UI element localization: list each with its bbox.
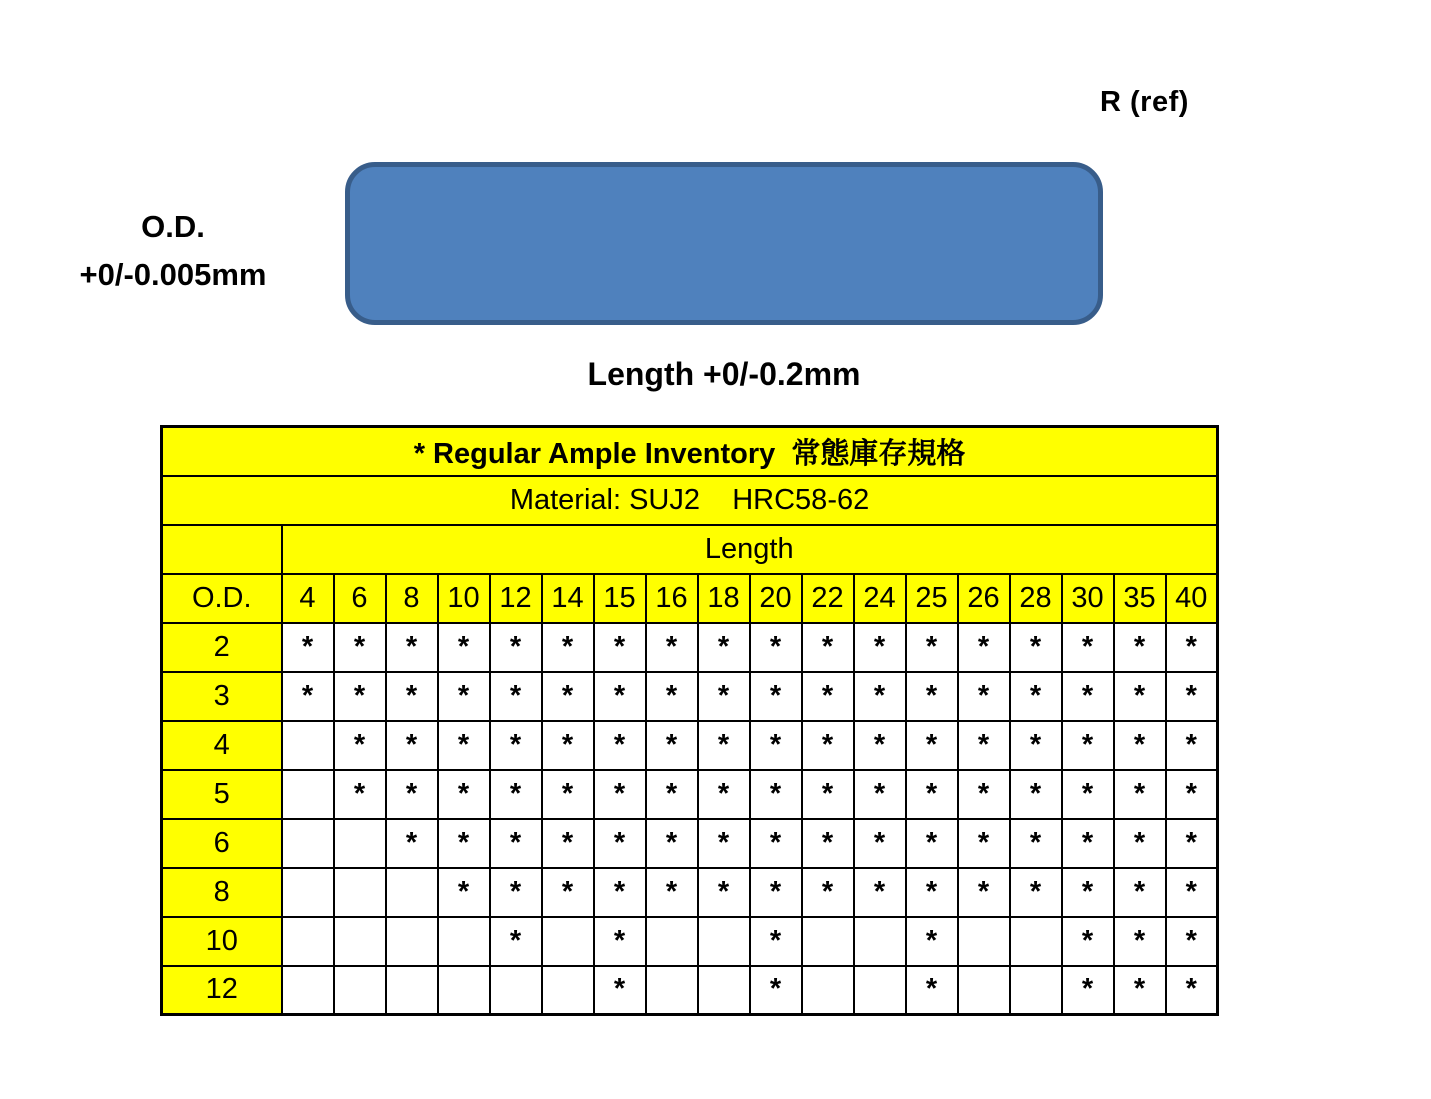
- stock-cell-od3-len15: *: [594, 672, 646, 721]
- length-col-header-16: 16: [646, 574, 698, 623]
- stock-cell-od10-len18: [698, 917, 750, 966]
- stock-cell-od8-len30: *: [1062, 868, 1114, 917]
- stock-cell-od3-len12: *: [490, 672, 542, 721]
- stock-cell-od3-len26: *: [958, 672, 1010, 721]
- stock-cell-od2-len25: *: [906, 623, 958, 672]
- stock-cell-od4-len28: *: [1010, 721, 1062, 770]
- stock-cell-od4-len10: *: [438, 721, 490, 770]
- od-header: O.D.: [162, 574, 282, 623]
- stock-cell-od2-len35: *: [1114, 623, 1166, 672]
- table-title: * Regular Ample Inventory 常態庫存規格: [162, 427, 1218, 476]
- table-title-row: [162, 427, 1218, 476]
- stock-cell-od8-len20: *: [750, 868, 802, 917]
- stock-cell-od6-len6: [334, 819, 386, 868]
- stock-cell-od2-len40: *: [1166, 623, 1218, 672]
- stock-cell-od8-len10: *: [438, 868, 490, 917]
- length-col-header-18: 18: [698, 574, 750, 623]
- table-row-od-2: [162, 623, 1218, 672]
- length-col-header-26: 26: [958, 574, 1010, 623]
- stock-cell-od2-len22: *: [802, 623, 854, 672]
- od-value-4: 4: [162, 721, 282, 770]
- stock-cell-od2-len4: *: [282, 623, 334, 672]
- stock-cell-od12-len15: *: [594, 966, 646, 1015]
- stock-cell-od8-len22: *: [802, 868, 854, 917]
- stock-cell-od6-len4: [282, 819, 334, 868]
- stock-cell-od8-len15: *: [594, 868, 646, 917]
- stock-cell-od2-len24: *: [854, 623, 906, 672]
- table-row-od-3: [162, 672, 1218, 721]
- stock-cell-od8-len14: *: [542, 868, 594, 917]
- stock-cell-od5-len14: *: [542, 770, 594, 819]
- stock-cell-od5-len25: *: [906, 770, 958, 819]
- stock-cell-od4-len24: *: [854, 721, 906, 770]
- stock-cell-od8-len25: *: [906, 868, 958, 917]
- stock-cell-od2-len16: *: [646, 623, 698, 672]
- stock-cell-od5-len16: *: [646, 770, 698, 819]
- stock-cell-od8-len8: [386, 868, 438, 917]
- length-col-header-28: 28: [1010, 574, 1062, 623]
- stock-cell-od5-len40: *: [1166, 770, 1218, 819]
- stock-cell-od12-len40: *: [1166, 966, 1218, 1015]
- stock-cell-od4-len12: *: [490, 721, 542, 770]
- stock-cell-od12-len35: *: [1114, 966, 1166, 1015]
- stock-cell-od6-len24: *: [854, 819, 906, 868]
- stock-cell-od5-len18: *: [698, 770, 750, 819]
- stock-cell-od10-len6: [334, 917, 386, 966]
- stock-cell-od5-len15: *: [594, 770, 646, 819]
- stock-cell-od5-len20: *: [750, 770, 802, 819]
- od-label-line1: O.D.: [141, 209, 205, 244]
- stock-cell-od3-len40: *: [1166, 672, 1218, 721]
- stock-cell-od10-len28: [1010, 917, 1062, 966]
- length-header: Length: [282, 525, 1218, 574]
- length-col-header-12: 12: [490, 574, 542, 623]
- od-value-2: 2: [162, 623, 282, 672]
- stock-cell-od8-len4: [282, 868, 334, 917]
- length-col-header-25: 25: [906, 574, 958, 623]
- stock-cell-od3-len25: *: [906, 672, 958, 721]
- stock-cell-od3-len24: *: [854, 672, 906, 721]
- stock-cell-od6-len35: *: [1114, 819, 1166, 868]
- stock-cell-od4-len22: *: [802, 721, 854, 770]
- od-value-3: 3: [162, 672, 282, 721]
- length-header-spacer: [162, 525, 282, 574]
- stock-cell-od10-len4: [282, 917, 334, 966]
- stock-cell-od4-len8: *: [386, 721, 438, 770]
- stock-cell-od2-len8: *: [386, 623, 438, 672]
- stock-cell-od3-len30: *: [1062, 672, 1114, 721]
- length-col-header-14: 14: [542, 574, 594, 623]
- stock-cell-od8-len40: *: [1166, 868, 1218, 917]
- stock-cell-od4-len25: *: [906, 721, 958, 770]
- stock-cell-od4-len6: *: [334, 721, 386, 770]
- stock-cell-od12-len20: *: [750, 966, 802, 1015]
- stock-cell-od5-len8: *: [386, 770, 438, 819]
- stock-cell-od6-len40: *: [1166, 819, 1218, 868]
- stock-cell-od5-len6: *: [334, 770, 386, 819]
- stock-cell-od3-len14: *: [542, 672, 594, 721]
- od-value-6: 6: [162, 819, 282, 868]
- stock-cell-od12-len4: [282, 966, 334, 1015]
- stock-cell-od10-len25: *: [906, 917, 958, 966]
- stock-cell-od12-len18: [698, 966, 750, 1015]
- table-row-od-8: [162, 868, 1218, 917]
- length-col-header-30: 30: [1062, 574, 1114, 623]
- stock-cell-od4-len26: *: [958, 721, 1010, 770]
- stock-cell-od8-len35: *: [1114, 868, 1166, 917]
- stock-cell-od2-len18: *: [698, 623, 750, 672]
- stock-cell-od6-len14: *: [542, 819, 594, 868]
- material-row: [162, 476, 1218, 525]
- stock-cell-od3-len28: *: [1010, 672, 1062, 721]
- stock-cell-od6-len8: *: [386, 819, 438, 868]
- stock-cell-od2-len26: *: [958, 623, 1010, 672]
- length-col-header-40: 40: [1166, 574, 1218, 623]
- stock-cell-od6-len20: *: [750, 819, 802, 868]
- stock-cell-od3-len18: *: [698, 672, 750, 721]
- stock-cell-od10-len20: *: [750, 917, 802, 966]
- stock-cell-od5-len24: *: [854, 770, 906, 819]
- table-row-od-5: [162, 770, 1218, 819]
- od-label-line2: +0/-0.005mm: [79, 257, 267, 292]
- length-col-header-4: 4: [282, 574, 334, 623]
- stock-cell-od8-len18: *: [698, 868, 750, 917]
- length-col-header-22: 22: [802, 574, 854, 623]
- stock-cell-od12-len24: [854, 966, 906, 1015]
- stock-cell-od4-len30: *: [1062, 721, 1114, 770]
- stock-cell-od3-len20: *: [750, 672, 802, 721]
- pin-diagram: [345, 162, 1103, 325]
- stock-cell-od6-len30: *: [1062, 819, 1114, 868]
- stock-cell-od12-len25: *: [906, 966, 958, 1015]
- inventory-table: [160, 425, 1219, 1016]
- od-tolerance-label: [28, 203, 318, 299]
- length-span-row: [162, 525, 1218, 574]
- table-row-od-12: [162, 966, 1218, 1015]
- table-row-od-6: [162, 819, 1218, 868]
- stock-cell-od2-len15: *: [594, 623, 646, 672]
- stock-cell-od10-len35: *: [1114, 917, 1166, 966]
- stock-cell-od5-len28: *: [1010, 770, 1062, 819]
- stock-cell-od4-len40: *: [1166, 721, 1218, 770]
- od-value-5: 5: [162, 770, 282, 819]
- stock-cell-od6-len25: *: [906, 819, 958, 868]
- od-value-10: 10: [162, 917, 282, 966]
- column-header-row: [162, 574, 1218, 623]
- stock-cell-od6-len28: *: [1010, 819, 1062, 868]
- length-col-header-10: 10: [438, 574, 490, 623]
- stock-cell-od10-len12: *: [490, 917, 542, 966]
- length-col-header-6: 6: [334, 574, 386, 623]
- stock-cell-od6-len10: *: [438, 819, 490, 868]
- stock-cell-od2-len20: *: [750, 623, 802, 672]
- length-col-header-24: 24: [854, 574, 906, 623]
- stock-cell-od2-len14: *: [542, 623, 594, 672]
- length-col-header-20: 20: [750, 574, 802, 623]
- stock-cell-od10-len8: [386, 917, 438, 966]
- stock-cell-od8-len6: [334, 868, 386, 917]
- stock-cell-od6-len22: *: [802, 819, 854, 868]
- stock-cell-od5-len12: *: [490, 770, 542, 819]
- stock-cell-od2-len28: *: [1010, 623, 1062, 672]
- stock-cell-od10-len40: *: [1166, 917, 1218, 966]
- stock-cell-od10-len14: [542, 917, 594, 966]
- stock-cell-od10-len24: [854, 917, 906, 966]
- length-col-header-15: 15: [594, 574, 646, 623]
- length-col-header-8: 8: [386, 574, 438, 623]
- stock-cell-od3-len22: *: [802, 672, 854, 721]
- stock-cell-od2-len10: *: [438, 623, 490, 672]
- stock-cell-od12-len6: [334, 966, 386, 1015]
- stock-cell-od4-len4: [282, 721, 334, 770]
- stock-cell-od3-len6: *: [334, 672, 386, 721]
- length-tolerance-label: Length +0/-0.2mm: [587, 356, 861, 392]
- stock-cell-od12-len14: [542, 966, 594, 1015]
- stock-cell-od8-len28: *: [1010, 868, 1062, 917]
- stock-cell-od4-len14: *: [542, 721, 594, 770]
- stock-cell-od8-len12: *: [490, 868, 542, 917]
- stock-cell-od8-len16: *: [646, 868, 698, 917]
- stock-cell-od5-len10: *: [438, 770, 490, 819]
- stock-cell-od12-len30: *: [1062, 966, 1114, 1015]
- stock-cell-od12-len26: [958, 966, 1010, 1015]
- stock-cell-od10-len16: [646, 917, 698, 966]
- stock-cell-od3-len4: *: [282, 672, 334, 721]
- stock-cell-od6-len18: *: [698, 819, 750, 868]
- r-ref-label: R (ref): [1100, 86, 1189, 118]
- stock-cell-od5-len4: [282, 770, 334, 819]
- stock-cell-od3-len16: *: [646, 672, 698, 721]
- stock-cell-od8-len26: *: [958, 868, 1010, 917]
- stock-cell-od6-len26: *: [958, 819, 1010, 868]
- stock-cell-od5-len30: *: [1062, 770, 1114, 819]
- stock-cell-od3-len35: *: [1114, 672, 1166, 721]
- stock-cell-od12-len8: [386, 966, 438, 1015]
- stock-cell-od2-len30: *: [1062, 623, 1114, 672]
- stock-cell-od2-len12: *: [490, 623, 542, 672]
- stock-cell-od4-len16: *: [646, 721, 698, 770]
- stock-cell-od6-len12: *: [490, 819, 542, 868]
- stock-cell-od4-len35: *: [1114, 721, 1166, 770]
- stock-cell-od12-len10: [438, 966, 490, 1015]
- od-value-12: 12: [162, 966, 282, 1015]
- stock-cell-od10-len30: *: [1062, 917, 1114, 966]
- stock-cell-od10-len22: [802, 917, 854, 966]
- stock-cell-od12-len28: [1010, 966, 1062, 1015]
- stock-cell-od10-len15: *: [594, 917, 646, 966]
- stock-cell-od5-len26: *: [958, 770, 1010, 819]
- stock-cell-od3-len8: *: [386, 672, 438, 721]
- od-value-8: 8: [162, 868, 282, 917]
- stock-cell-od10-len10: [438, 917, 490, 966]
- stock-cell-od4-len18: *: [698, 721, 750, 770]
- length-col-header-35: 35: [1114, 574, 1166, 623]
- stock-cell-od8-len24: *: [854, 868, 906, 917]
- stock-cell-od12-len22: [802, 966, 854, 1015]
- material-spec: Material: SUJ2 HRC58-62: [162, 476, 1218, 525]
- table-row-od-4: [162, 721, 1218, 770]
- stock-cell-od12-len12: [490, 966, 542, 1015]
- stock-cell-od12-len16: [646, 966, 698, 1015]
- stock-cell-od4-len15: *: [594, 721, 646, 770]
- stock-cell-od5-len35: *: [1114, 770, 1166, 819]
- stock-cell-od10-len26: [958, 917, 1010, 966]
- stock-cell-od5-len22: *: [802, 770, 854, 819]
- table-row-od-10: [162, 917, 1218, 966]
- stock-cell-od3-len10: *: [438, 672, 490, 721]
- stock-cell-od6-len15: *: [594, 819, 646, 868]
- stock-cell-od6-len16: *: [646, 819, 698, 868]
- stock-cell-od2-len6: *: [334, 623, 386, 672]
- stock-cell-od4-len20: *: [750, 721, 802, 770]
